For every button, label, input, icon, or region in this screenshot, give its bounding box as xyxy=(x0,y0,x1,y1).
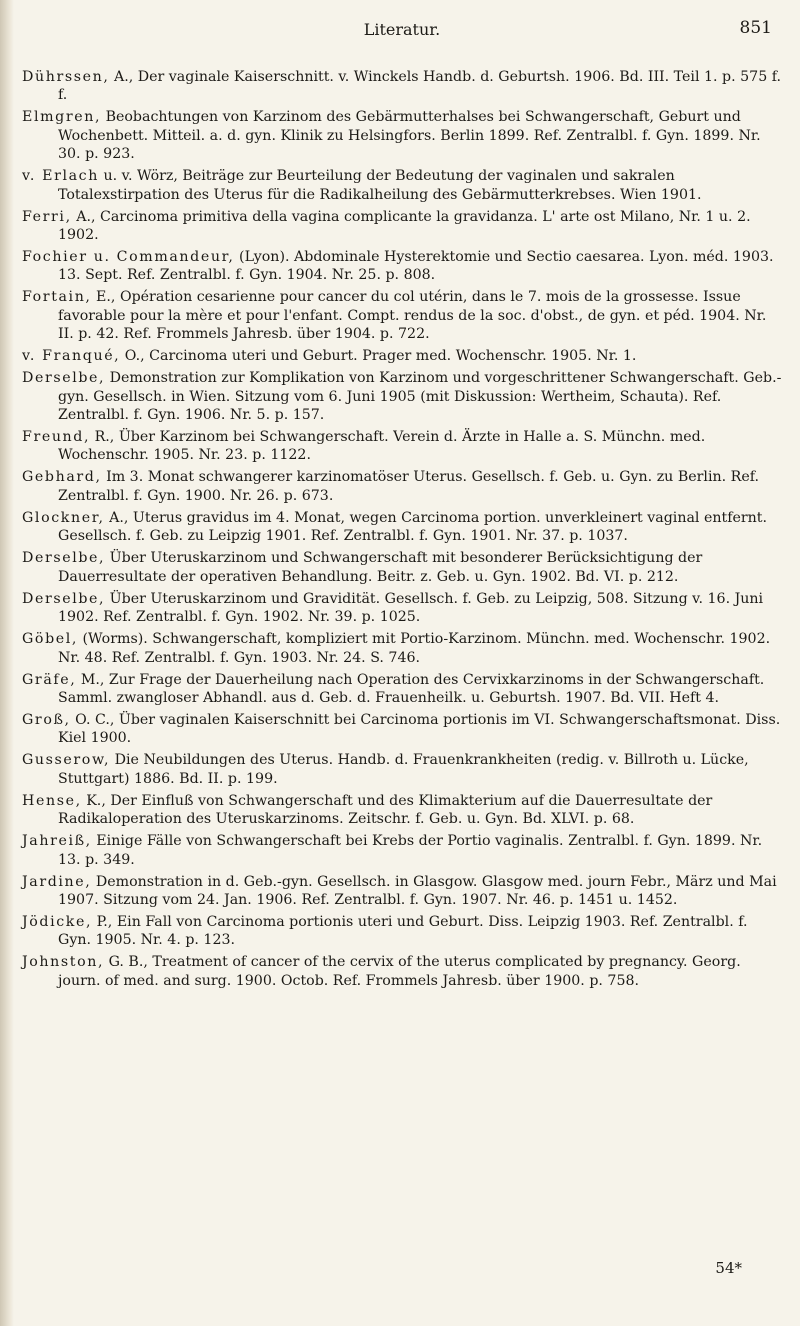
entry-author: Derselbe, xyxy=(22,370,106,387)
entry-text: A., Der vaginale Kaiserschnitt. v. Winckels Handb. d. Geburtsh. 1906. Bd. III. Teil 1. p. 575 f. f. xyxy=(58,69,781,104)
book-page xyxy=(22,10,782,1316)
bibliography-entry xyxy=(22,953,782,990)
bibliography-entry xyxy=(22,590,782,627)
entry-author: Göbel, xyxy=(22,631,79,648)
entry-text: (Lyon). Abdominale Hysterektomie und Sectio caesarea. Lyon. méd. 1903. 13. Sept. Ref. Zentralbl. f. Gyn. 1904. Nr. 25. p. 808. xyxy=(58,249,774,284)
entry-author: Derselbe, xyxy=(22,550,106,567)
bibliography-entry xyxy=(22,873,782,910)
running-title: Literatur. xyxy=(363,20,441,39)
entry-author: Jödicke, xyxy=(22,913,93,930)
bibliography-entry xyxy=(22,288,782,343)
bibliography-entry xyxy=(22,369,782,424)
entry-text: K., Der Einfluß von Schwangerschaft und des Klimakterium auf die Dauerresultate der Radikaloperation des Uteruskarzinoms. Zeitschr. f. Geb. u. Gyn. Bd. XLVI. p. 68. xyxy=(58,792,713,828)
entry-text: A., Uterus gravidus im 4. Monat, wegen Carcinoma portion. unverkleinert vaginal entfernt. Gesellsch. f. Geb. zu Leipzig 1901. Ref. Zentralbl. f. Gyn. 1901. Nr. 37. p. 1037. xyxy=(58,509,767,545)
entry-author: Elmgren, xyxy=(22,109,102,126)
entry-text: O., Carcinoma uteri und Geburt. Prager med. Wochenschr. 1905. Nr. 1. xyxy=(120,348,637,365)
page-number: 851 xyxy=(739,18,772,38)
entry-text: Über Uteruskarzinom und Gravidität. Gesellsch. f. Geb. zu Leipzig, 508. Sitzung v. 16. Juni 1902. Ref. Zentralbl. f. Gyn. 1902. Nr. 39. p. 1025. xyxy=(58,590,764,626)
entry-text: Im 3. Monat schwangerer karzinomatöser Uterus. Gesellsch. f. Geb. u. Gyn. zu Berlin. Ref. Zentralbl. f. Gyn. 1900. Nr. 26. p. 673. xyxy=(58,469,759,504)
entry-author: Fortain, xyxy=(22,289,92,306)
bibliography-entry xyxy=(22,913,782,950)
entry-text: Über Uteruskarzinom und Schwangerschaft mit besonderer Berücksichtigung der Dauerresultate der operativen Behandlung. Beitr. z. Geb. u. Gyn. 1902. Bd. VI. p. 212. xyxy=(58,550,703,585)
bibliography-entry xyxy=(22,509,782,546)
entry-author: Derselbe, xyxy=(22,590,106,607)
entry-author: Fochier u. Commandeur, xyxy=(22,249,235,266)
entry-text: Die Neubildungen des Uterus. Handb. d. Frauenkrankheiten (redig. v. Billroth u. Lücke, Stuttgart) 1886. Bd. II. p. 199. xyxy=(58,752,749,787)
bibliography-entry xyxy=(22,208,782,245)
bibliography-entry xyxy=(22,792,782,829)
bibliography-entry xyxy=(22,832,782,869)
bibliography-entry xyxy=(22,711,782,748)
entry-author: Gräfe, xyxy=(22,671,77,688)
entry-author: Ferri, xyxy=(22,208,72,225)
bibliography-entry xyxy=(22,630,782,667)
entry-author: Gusserow, xyxy=(22,752,111,769)
entry-author: Groß, xyxy=(22,711,71,728)
entry-author: Hense, xyxy=(22,792,82,809)
bibliography-entry xyxy=(22,549,782,586)
page-binding-shadow xyxy=(0,0,14,1326)
bibliography-entry xyxy=(22,108,782,163)
bibliography-entry xyxy=(22,468,782,505)
entry-author: Jardine, xyxy=(22,873,92,890)
entry-text: (Worms). Schwangerschaft, kompliziert mit Portio-Karzinom. Münchn. med. Wochenschr. 1902. Nr. 48. Ref. Zentralbl. f. Gyn. 1903. Nr. 24. S. 746. xyxy=(58,631,771,666)
entry-text: O. C., Über vaginalen Kaiserschnitt bei Carcinoma portionis im VI. Schwangerschaftsmonat. Diss. Kiel 1900. xyxy=(58,711,781,747)
entry-author: Freund, xyxy=(22,429,91,446)
entry-text: R., Über Karzinom bei Schwangerschaft. Verein d. Ärzte in Halle a. S. Münchn. med. Wochenschr. 1905. Nr. 23. p. 1122. xyxy=(58,429,706,464)
bibliography-entry xyxy=(22,347,782,365)
bibliography-entry xyxy=(22,248,782,285)
entry-text: Demonstration zur Komplikation von Karzinom und vorgeschrittener Schwangerschaft. Geb.-gyn. Gesellsch. in Wien. Sitzung vom 6. Juni 1905 (mit Diskussion: Wertheim, Schauta). Ref. Zentralbl. f. Gyn. 1906. Nr. 5. p. 157. xyxy=(58,370,782,424)
entry-text: u. v. Wörz, Beiträge zur Beurteilung der Bedeutung der vaginalen und sakralen Totalexstirpation des Uterus für die Radikalheilung des Gebärmutterkrebses. Wien 1901. xyxy=(58,168,702,203)
entry-text: Demonstration in d. Geb.-gyn. Gesellsch. in Glasgow. Glasgow med. journ Febr., März und Mai 1907. Sitzung vom 24. Jan. 1906. Ref. Zentralbl. f. Gyn. 1907. Nr. 46. p. 1451 u. 1452. xyxy=(58,873,777,908)
entry-author: v. Erlach xyxy=(22,168,99,185)
entry-author: Dührssen, xyxy=(22,69,110,85)
entry-author: Gebhard, xyxy=(22,469,102,486)
entry-author: Glockner, xyxy=(22,509,105,526)
entry-text: E., Opération cesarienne pour cancer du col utérin, dans le 7. mois de la grossesse. Issue favorable pour la mère et pour l'enfant. Compt. rendus de la soc. d'obst., de gyn. et péd. 1904. Nr. II. p. 42. Ref. Frommels Jahresb. über 1904. p. 722. xyxy=(58,289,767,343)
running-head xyxy=(22,10,782,46)
signature-mark: 54* xyxy=(715,1259,742,1277)
entry-author: Johnston, xyxy=(22,954,105,971)
entry-text: M., Zur Frage der Dauerheilung nach Operation des Cervixkarzinoms in der Schwangerschaft. Samml. zwangloser Abhandl. aus d. Geb. d. Frauenheilk. u. Geburtsh. 1907. Bd. VII. Heft 4. xyxy=(58,671,765,706)
bibliography-list xyxy=(22,68,782,990)
entry-text: Einige Fälle von Schwangerschaft bei Krebs der Portio vaginalis. Zentralbl. f. Gyn. 1899. Nr. 13. p. 349. xyxy=(58,833,763,868)
entry-text: P., Ein Fall von Carcinoma portionis uteri und Geburt. Diss. Leipzig 1903. Ref. Zentralbl. f. Gyn. 1905. Nr. 4. p. 123. xyxy=(58,913,748,949)
entry-text: Beobachtungen von Karzinom des Gebärmutterhalses bei Schwangerschaft, Geburt und Wochenbett. Mitteil. a. d. gyn. Klinik zu Helsingfors. Berlin 1899. Ref. Zentralbl. f. Gyn. 1899. Nr. 30. p. 923. xyxy=(58,109,761,163)
entry-author: v. Franqué, xyxy=(22,348,121,365)
entry-author: Jahreiß, xyxy=(22,833,92,850)
bibliography-entry xyxy=(22,428,782,465)
bibliography-entry xyxy=(22,167,782,204)
entry-text: G. B., Treatment of cancer of the cervix of the uterus complicated by pregnancy. Georg. journ. of med. and surg. 1900. Octob. Ref. Frommels Jahresb. über 1900. p. 758. xyxy=(58,954,741,989)
bibliography-entry xyxy=(22,68,782,105)
bibliography-entry xyxy=(22,671,782,708)
entry-text: A., Carcinoma primitiva della vagina complicante la gravidanza. L' arte ost Milano, Nr. 1 u. 2. 1902. xyxy=(58,208,751,244)
bibliography-entry xyxy=(22,751,782,788)
